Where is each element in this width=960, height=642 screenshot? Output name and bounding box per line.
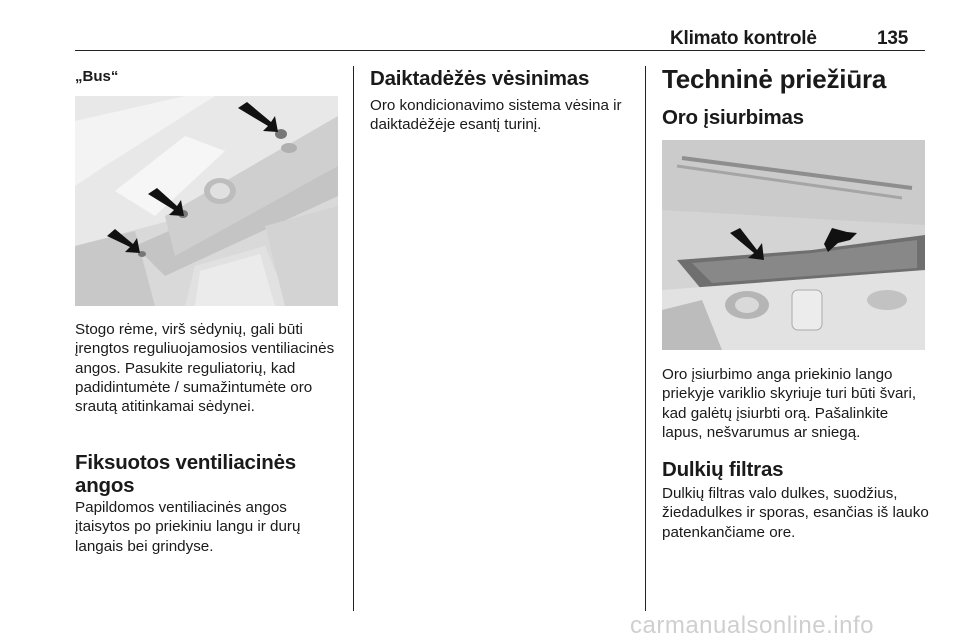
roof-vents-illustration: [75, 96, 338, 306]
watermark: carmanualsonline.info: [630, 612, 874, 639]
bus-label: „Bus“: [75, 68, 119, 85]
air-intake-paragraph: Oro įsiurbimo anga priekinio lango priekyje variklio skyriuje turi būti švari, kad galėtų įsiurbti orą. Pašalinkite lapus, nešvarumus ar sniegą.: [662, 366, 917, 441]
dust-filter-paragraph: Dulkių filtras valo dulkes, suodžius, žiedadulkes ir sporas, esančias iš lauko patenkančiame ore.: [662, 485, 929, 541]
fixed-vents-paragraph: Papildomos ventiliacinės angos įtaisytos po priekiniu langu ir durų langais bei grindyse.: [75, 499, 301, 555]
air-intake-heading: Oro įsiurbimas: [662, 106, 804, 129]
dust-filter-heading: Dulkių filtras: [662, 458, 784, 481]
column-divider: [353, 66, 354, 611]
bus-vents-paragraph: Stogo rėme, virš sėdynių, gali būti įrengtos reguliuojamosios ventiliacinės angos. Pasukite reguliatorių, kad padidintumėte / sumažintumėte oro srautą atitinkamai sėdynei.: [75, 321, 335, 416]
air-intake-illustration: [662, 140, 925, 350]
page-number: 135: [877, 28, 909, 49]
fixed-vents-heading: Fiksuotos ventiliacinės angos: [75, 451, 296, 497]
glovebox-cooling-heading: Daiktadėžės vėsinimas: [370, 67, 590, 90]
header-rule: [75, 50, 925, 51]
glovebox-cooling-paragraph: Oro kondicionavimo sistema vėsina ir daiktadėžėje esantį turinį.: [370, 97, 622, 134]
column-divider: [645, 66, 646, 611]
maintenance-heading: Techninė priežiūra: [662, 64, 887, 94]
page-header-title: Klimato kontrolė: [670, 28, 817, 49]
